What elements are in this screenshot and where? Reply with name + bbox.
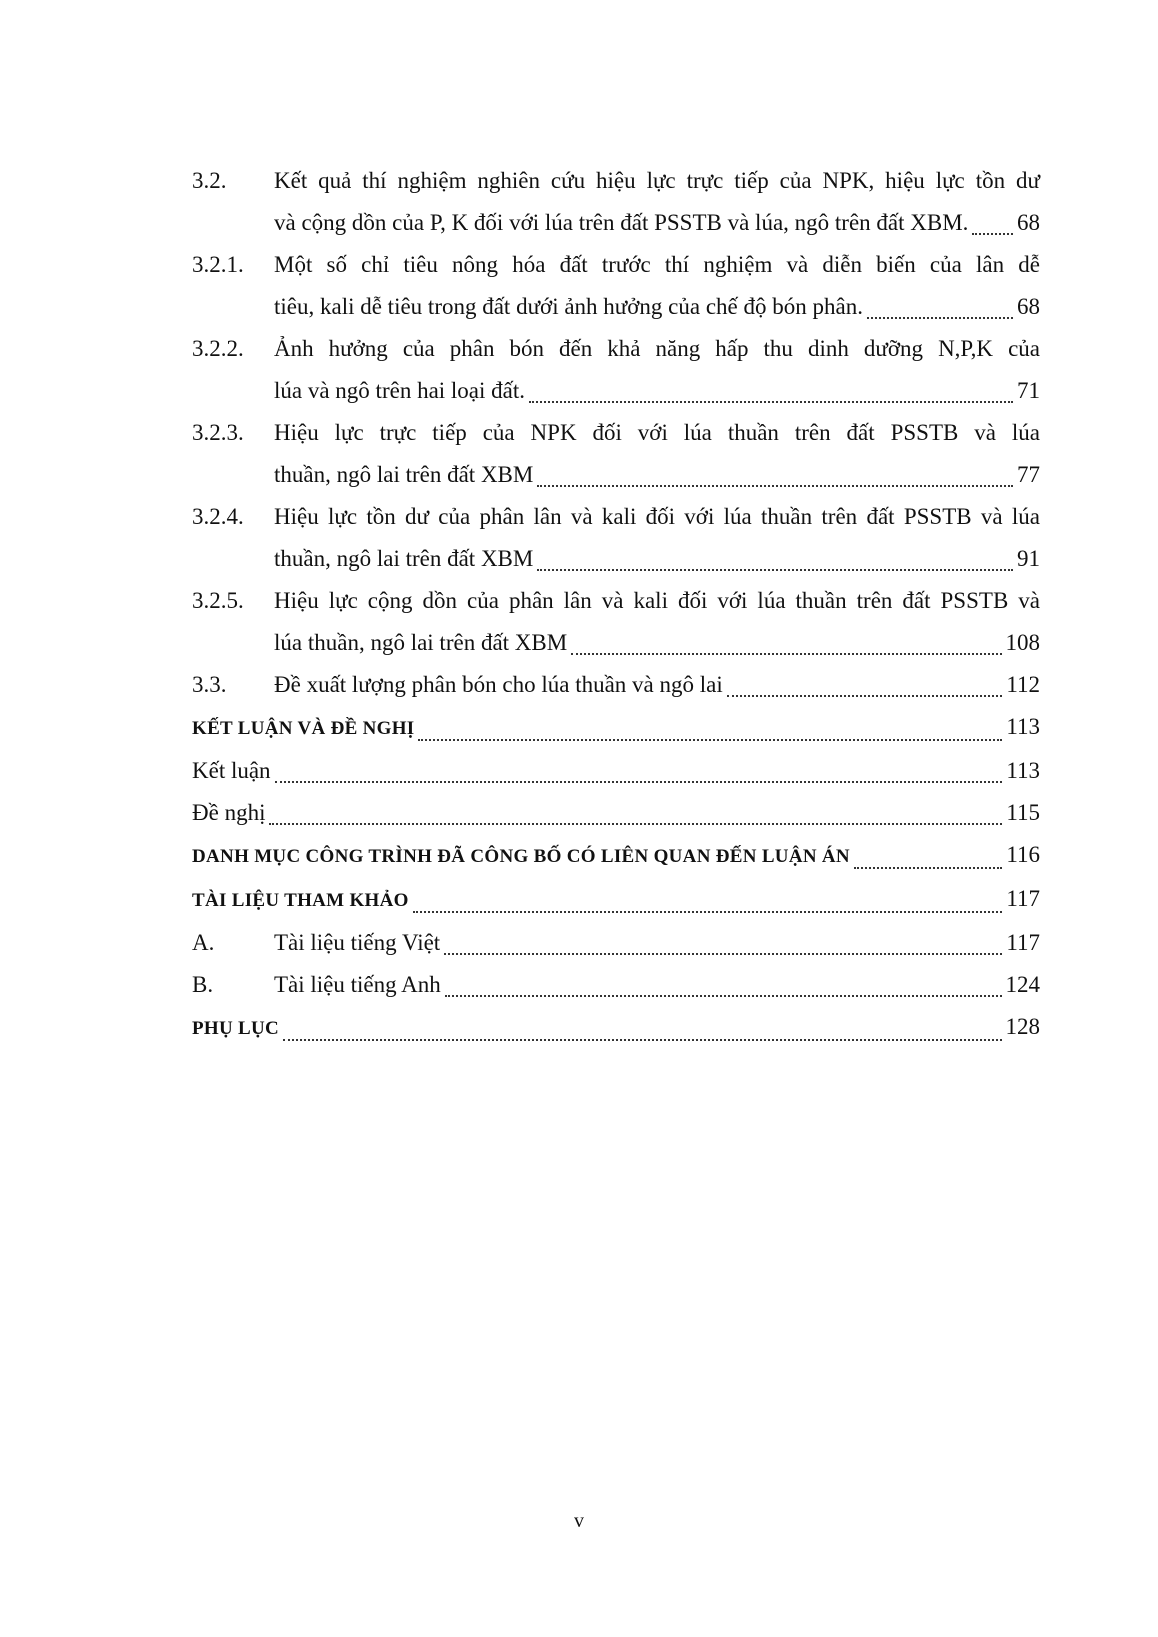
toc-entry-title: Đề xuất lượng phân bón cho lúa thuần và ngô lai	[274, 672, 723, 697]
toc-entry-number: A.	[192, 930, 215, 955]
dot-leader	[727, 694, 1003, 697]
toc-entry-last-line	[192, 454, 1040, 496]
toc-entry-number: 3.2.2.	[192, 336, 244, 361]
toc-entry-page: 108	[1005, 630, 1040, 655]
toc-entry-first-line	[192, 580, 1040, 622]
dot-leader	[537, 568, 1013, 571]
dot-leader	[283, 1038, 1001, 1041]
toc-entry-page: 112	[1006, 672, 1040, 697]
toc-entry-line	[192, 922, 1040, 964]
toc-entry-title: Đề nghị	[192, 800, 266, 825]
toc-entry-title-line2: lúa và ngô trên hai loại đất.	[274, 378, 526, 403]
toc-entry[interactable]	[192, 328, 1040, 412]
toc-entry-title-line1: Ảnh hưởng của phân bón đến khả năng hấp thu dinh dưỡng N,P,K của	[274, 336, 1040, 361]
toc-entry-title: DANH MỤC CÔNG TRÌNH ĐÃ CÔNG BỐ CÓ LIÊN QUAN ĐẾN LUẬN ÁN	[192, 846, 850, 867]
toc-entry-title: Kết luận	[192, 758, 271, 783]
toc-entry-page: 77	[1017, 462, 1040, 487]
toc-entry-line	[192, 750, 1040, 792]
toc-entry[interactable]	[192, 1006, 1040, 1050]
toc-entry-number: 3.2.3.	[192, 420, 244, 445]
toc-entry-page: 113	[1006, 714, 1040, 739]
toc-entry-page: 128	[1005, 1014, 1040, 1039]
dot-leader	[854, 866, 1002, 869]
toc-entry-line	[192, 878, 1040, 922]
toc-entry[interactable]	[192, 496, 1040, 580]
dot-leader	[571, 652, 1001, 655]
toc-entry-title-line1: Hiệu lực cộng dồn của phân lân và kali đối với lúa thuần trên đất PSSTB và	[274, 588, 1040, 613]
toc-entry-number: 3.2.4.	[192, 504, 244, 529]
toc-entry-page: 115	[1006, 800, 1040, 825]
toc-entry-number: 3.2.	[192, 168, 227, 193]
dot-leader	[418, 738, 1002, 741]
toc-entry[interactable]	[192, 664, 1040, 706]
toc-entry-first-line	[192, 244, 1040, 286]
toc-entry-first-line	[192, 328, 1040, 370]
dot-leader	[537, 484, 1013, 487]
toc-entry-title-line2: và cộng dồn của P, K đối với lúa trên đất PSSTB và lúa, ngô trên đất XBM.	[274, 210, 969, 235]
toc-entry[interactable]	[192, 244, 1040, 328]
toc-entry-first-line	[192, 496, 1040, 538]
toc-entry-page: 113	[1006, 758, 1040, 783]
toc-entry[interactable]	[192, 878, 1040, 922]
dot-leader	[445, 994, 1002, 997]
toc-entry-number: 3.2.1.	[192, 252, 244, 277]
toc-entry-page: 117	[1006, 930, 1040, 955]
toc-entry-title-line1: Hiệu lực trực tiếp của NPK đối với lúa thuần trên đất PSSTB và lúa	[274, 420, 1040, 445]
toc-entry-title-line1: Kết quả thí nghiệm nghiên cứu hiệu lực trực tiếp của NPK, hiệu lực tồn dư	[274, 168, 1040, 193]
toc-entry[interactable]	[192, 792, 1040, 834]
dot-leader	[867, 316, 1013, 319]
toc-entry[interactable]	[192, 964, 1040, 1006]
toc-entry-page: 71	[1017, 378, 1040, 403]
toc-entry-page: 68	[1017, 294, 1040, 319]
toc-entry-title: Tài liệu tiếng Việt	[274, 930, 441, 955]
toc-entry[interactable]	[192, 160, 1040, 244]
toc-entry-last-line	[192, 622, 1040, 664]
toc-entry-page: 124	[1005, 972, 1040, 997]
dot-leader	[413, 910, 1003, 913]
toc-entry-title: TÀI LIỆU THAM KHẢO	[192, 890, 409, 911]
toc-entry[interactable]	[192, 750, 1040, 792]
dot-leader	[972, 232, 1013, 235]
toc-entry[interactable]	[192, 706, 1040, 750]
dot-leader	[269, 822, 1002, 825]
toc-entry-title: KẾT LUẬN VÀ ĐỀ NGHỊ	[192, 718, 415, 739]
toc-entry-line	[192, 706, 1040, 750]
toc-entry-title-line2: thuần, ngô lai trên đất XBM	[274, 462, 534, 487]
toc-entry[interactable]	[192, 922, 1040, 964]
toc-entry-line	[192, 964, 1040, 1006]
toc-entry-line	[192, 664, 1040, 706]
toc-entry-line	[192, 1006, 1040, 1050]
toc-entry-page: 117	[1006, 886, 1040, 911]
dot-leader	[275, 780, 1003, 783]
dot-leader	[529, 400, 1013, 403]
toc-entry-title-line1: Hiệu lực tồn dư của phân lân và kali đối với lúa thuần trên đất PSSTB và lúa	[274, 504, 1040, 529]
toc-entry-line	[192, 792, 1040, 834]
toc-entry-first-line	[192, 412, 1040, 454]
toc-entry-page: 116	[1006, 842, 1040, 867]
toc-entry-number: B.	[192, 972, 214, 997]
toc-entry[interactable]	[192, 412, 1040, 496]
toc-entry-title-line2: thuần, ngô lai trên đất XBM	[274, 546, 534, 571]
toc-entry-first-line	[192, 160, 1040, 202]
dot-leader	[444, 952, 1002, 955]
toc-entry-last-line	[192, 202, 1040, 244]
toc-entry-last-line	[192, 370, 1040, 412]
toc-entry-line	[192, 834, 1040, 878]
toc-entry-title: Tài liệu tiếng Anh	[274, 972, 441, 997]
toc-entry-last-line	[192, 538, 1040, 580]
toc-entry[interactable]	[192, 834, 1040, 878]
page-number-footer: v	[574, 1510, 584, 1532]
table-of-contents	[192, 160, 1040, 1050]
toc-entry-title-line1: Một số chỉ tiêu nông hóa đất trước thí nghiệm và diễn biến của lân dễ	[274, 252, 1040, 277]
toc-entry-last-line	[192, 286, 1040, 328]
toc-entry-page: 91	[1017, 546, 1040, 571]
toc-entry-page: 68	[1017, 210, 1040, 235]
toc-entry-title-line2: lúa thuần, ngô lai trên đất XBM	[274, 630, 568, 655]
toc-entry-title-line2: tiêu, kali dễ tiêu trong đất dưới ảnh hưởng của chế độ bón phân.	[274, 294, 863, 319]
toc-entry-title: PHỤ LỤC	[192, 1018, 280, 1039]
toc-entry-number: 3.3.	[192, 672, 227, 697]
toc-entry-number: 3.2.5.	[192, 588, 244, 613]
toc-entry[interactable]	[192, 580, 1040, 664]
